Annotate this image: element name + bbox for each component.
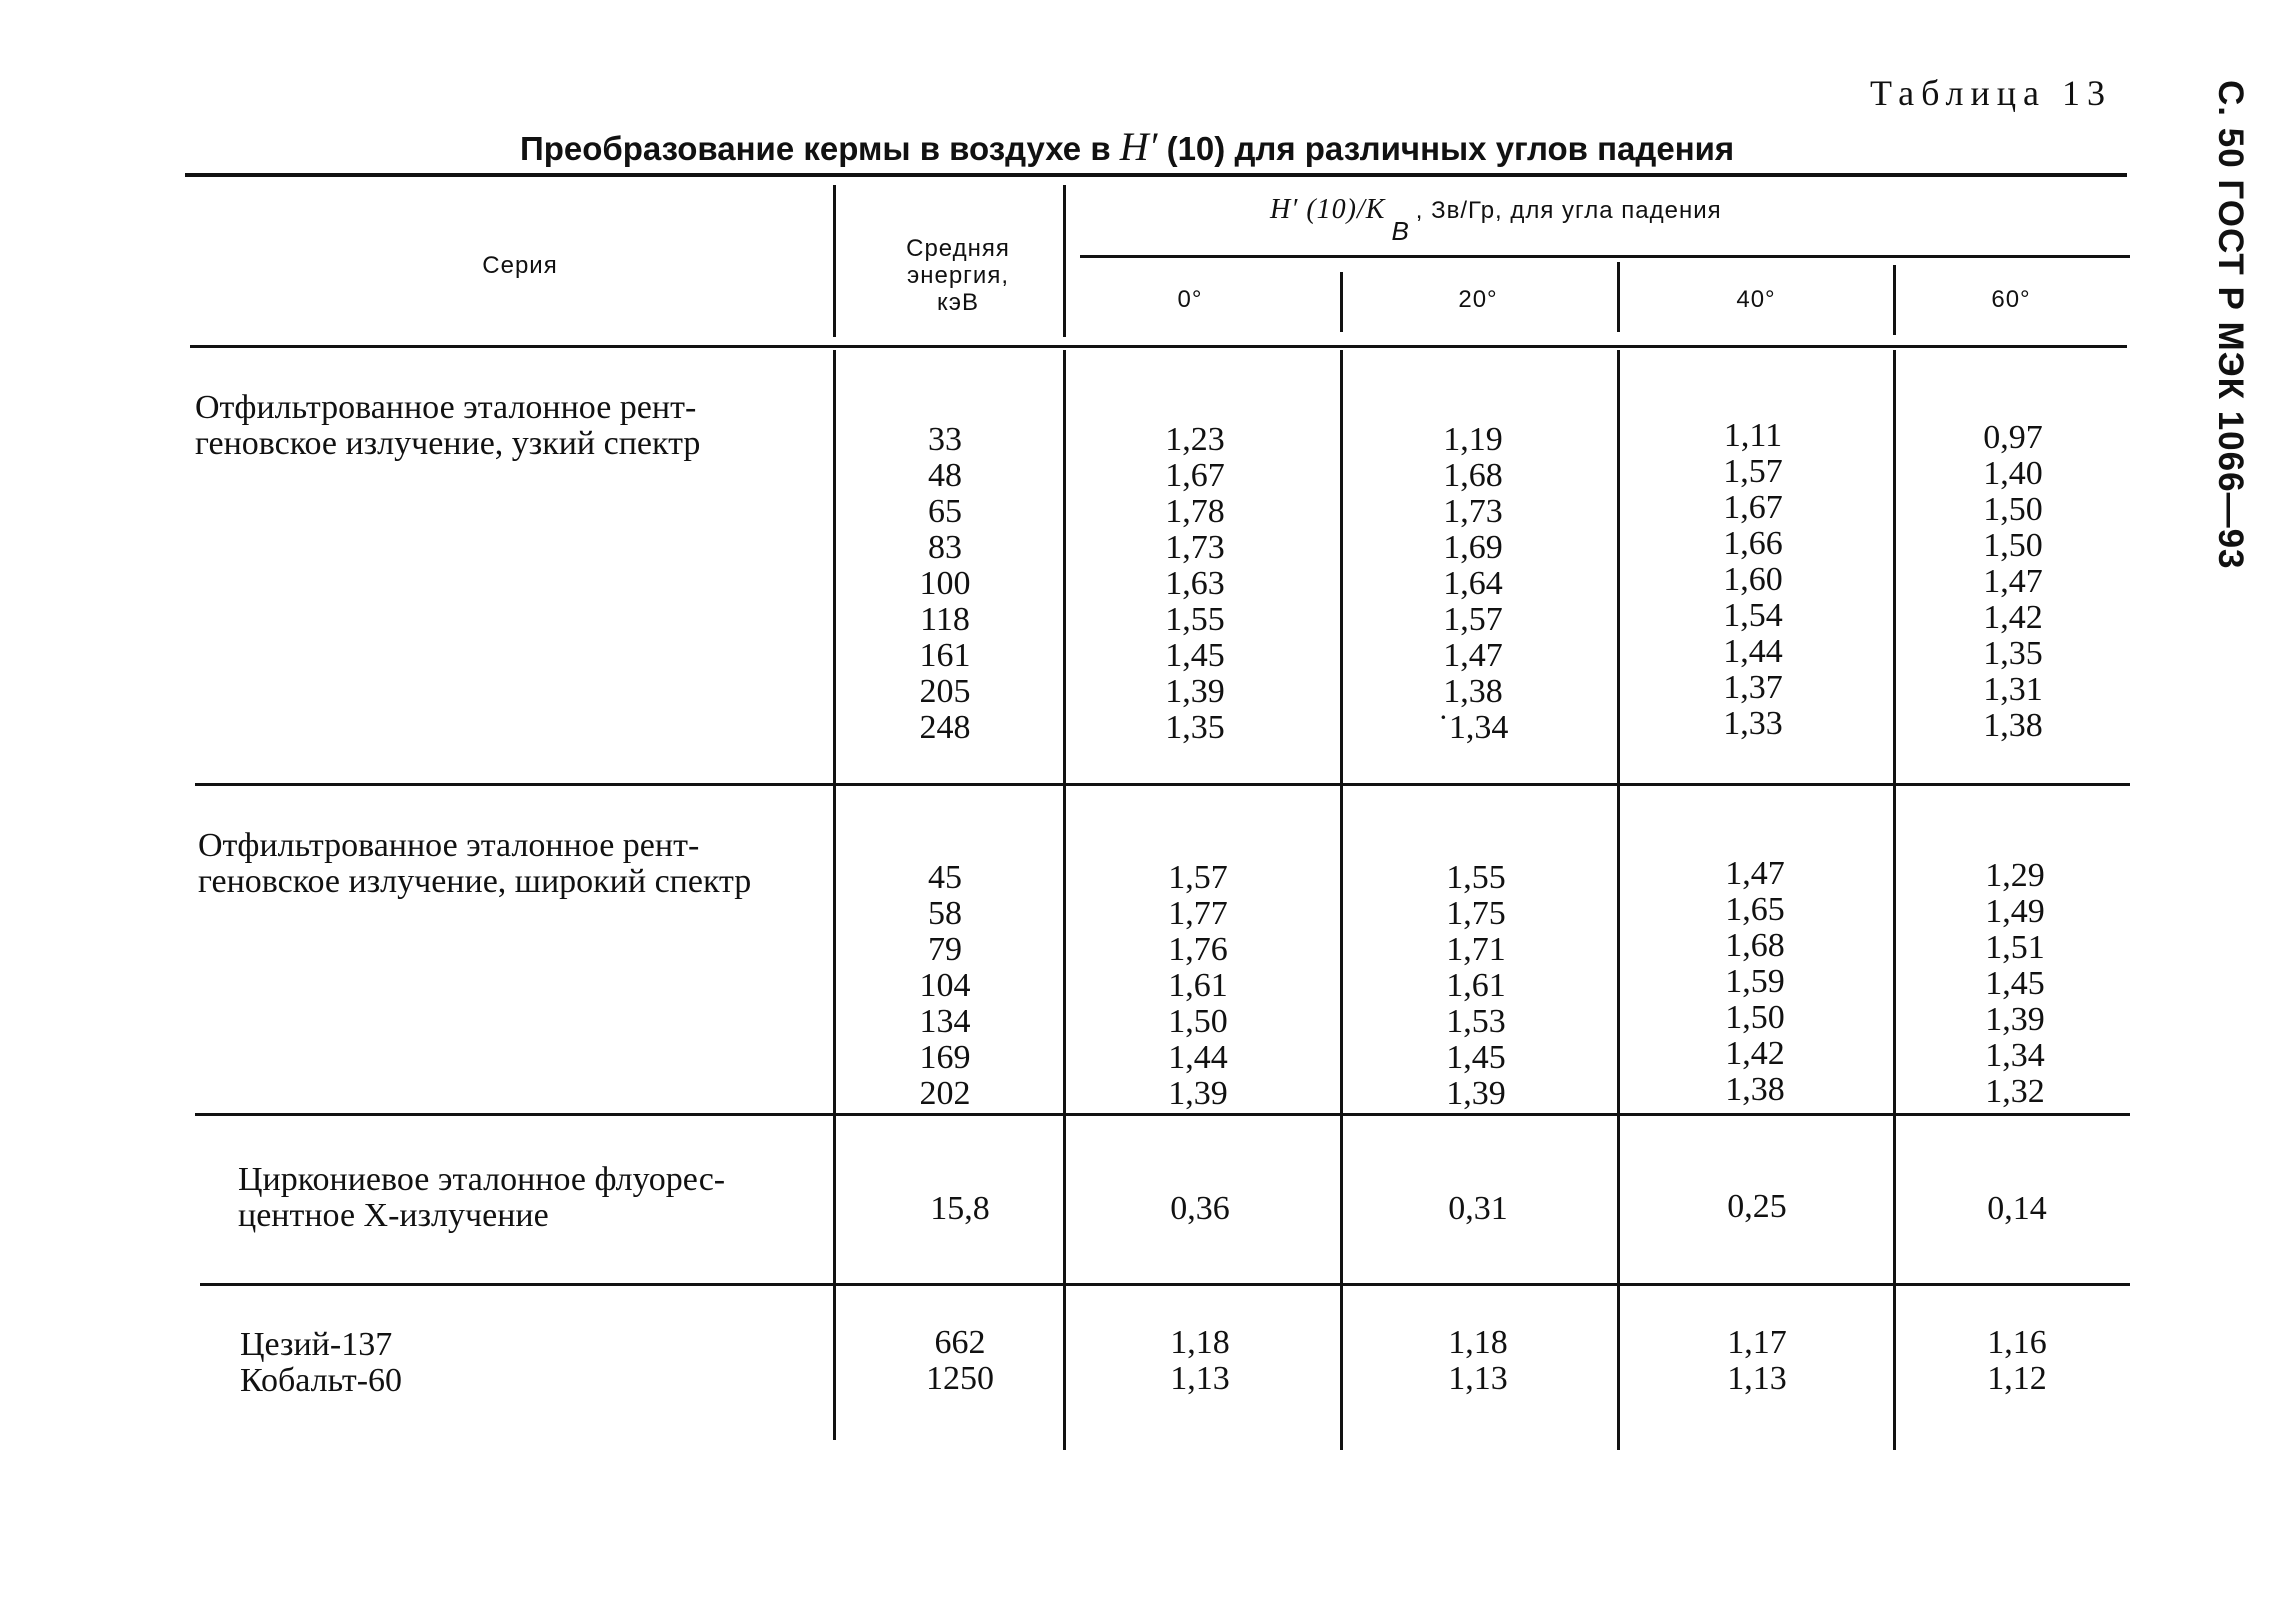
table-cell: 1,57 [1443, 601, 1503, 638]
table-cell: 1,47 [1725, 855, 1785, 892]
group3-series-line1: Циркониевое эталонное флуорес- [238, 1161, 726, 1198]
table-cell: 1,38 [1725, 1071, 1785, 1108]
table-cell: 1,68 [1443, 457, 1503, 494]
header-angle-0: 0° [1177, 286, 1203, 313]
group1-series-line1: Отфильтрованное эталонное рент- [195, 389, 697, 426]
table-cell: 1,13 [1727, 1360, 1787, 1397]
group1-a40-col [1698, 418, 1808, 742]
header-energy-line3: кэВ [936, 289, 980, 316]
table-cell: 1,38 [1443, 673, 1503, 710]
table-cell: 1,64 [1443, 565, 1503, 602]
table-cell: 1,47 [1443, 637, 1503, 674]
table-cell: 1,23 [1165, 421, 1225, 458]
table-cell: 1,39 [1985, 1001, 2045, 1038]
table-cell: 1,78 [1165, 493, 1225, 530]
table-cell: 1,67 [1723, 489, 1783, 526]
table-cell: 169 [919, 1039, 971, 1076]
group4-energy-col [905, 1325, 1015, 1397]
table-cell: 1,45 [1165, 637, 1225, 674]
table-cell: 1,63 [1165, 565, 1225, 602]
table-cell: 1,18 [1170, 1324, 1230, 1361]
table-cell: 1,42 [1983, 599, 2043, 636]
header-group-subscript: B [1391, 216, 1410, 246]
header-energy [868, 235, 1048, 316]
table-cell: 1,38 [1983, 707, 2043, 744]
group2-a40-col [1700, 856, 1810, 1108]
table-cell: 1,39 [1446, 1075, 1506, 1112]
group1-series-line2: геновское излучение, узкий спектр [195, 425, 701, 462]
table-cell: 1,31 [1983, 671, 2043, 708]
table-title-symbol: H′ [1119, 124, 1158, 169]
header-vrule-series [833, 185, 836, 337]
table-cell: 1,75 [1446, 895, 1506, 932]
table-cell: 1,45 [1446, 1039, 1506, 1076]
header-vrule-a60 [1893, 265, 1896, 335]
group3-a40-col [1702, 1189, 1812, 1225]
table-cell: 1,13 [1448, 1360, 1508, 1397]
table-cell: 1,17 [1727, 1324, 1787, 1361]
body-vrule-a60 [1893, 350, 1896, 1450]
table-cell: 662 [934, 1324, 986, 1361]
table-cell: 1,50 [1168, 1003, 1228, 1040]
table-cell: 1,49 [1985, 893, 2045, 930]
header-group-tail: , Зв/Гр, для угла падения [1415, 197, 1722, 224]
table-cell: 1,51 [1985, 929, 2045, 966]
table-cell: 1,34 [1985, 1037, 2045, 1074]
group3-a60-col [1962, 1191, 2072, 1227]
group4-a20-col [1423, 1325, 1533, 1397]
group1-a0-col [1140, 422, 1250, 746]
table-cell: 1,61 [1446, 967, 1506, 1004]
table-cell: 1,19 [1443, 421, 1503, 458]
header-energy-line1: Средняя [906, 235, 1010, 262]
group2-series-line2: геновское излучение, широкий спектр [198, 863, 752, 900]
group3-series [238, 1162, 838, 1234]
table-cell: 79 [928, 931, 962, 968]
table-cell: 1,50 [1983, 527, 2043, 564]
body-vrule-energy [1063, 350, 1066, 1450]
table-cell: 1,73 [1443, 493, 1503, 530]
table-cell: 15,8 [930, 1190, 990, 1227]
table-cell: 1,68 [1725, 927, 1785, 964]
group2-bottom-rule [195, 1113, 2130, 1116]
table-cell: 1,35 [1165, 709, 1225, 746]
group3-a20-col [1423, 1191, 1533, 1227]
table-cell: 1,39 [1165, 673, 1225, 710]
group1-a60-col [1958, 420, 2068, 744]
table-cell: 1,57 [1723, 453, 1783, 490]
table-cell: 1,18 [1448, 1324, 1508, 1361]
table-cell: 1,12 [1987, 1360, 2047, 1397]
group1-bottom-rule [195, 783, 2130, 786]
table-cell: 1,16 [1987, 1324, 2047, 1361]
table-cell: 161 [919, 637, 971, 674]
table-cell: 1,11 [1723, 417, 1783, 454]
group2-a60-col [1960, 858, 2070, 1110]
table-cell: 1,45 [1985, 965, 2045, 1002]
group3-series-line2: центное X-излучение [238, 1197, 549, 1234]
table-title-prefix: Преобразование кермы в воздухе в [520, 130, 1120, 167]
group4-series-line1: Цезий-137 [240, 1326, 393, 1363]
header-vrule-a40 [1617, 262, 1620, 332]
table-cell: 1,53 [1446, 1003, 1506, 1040]
table-cell: 1,35 [1983, 635, 2043, 672]
header-angle-20: 20° [1458, 286, 1498, 313]
table-cell: 1,44 [1168, 1039, 1228, 1076]
header-vrule-a20 [1340, 272, 1343, 332]
table-cell: 48 [928, 457, 962, 494]
table-cell: 0,31 [1448, 1190, 1508, 1227]
table-cell: 1,54 [1723, 597, 1783, 634]
table-title-suffix: (10) для различных углов падения [1157, 130, 1735, 167]
group1-energy-col [890, 422, 1000, 746]
table-cell: 1,44 [1723, 633, 1783, 670]
group4-series [240, 1327, 640, 1399]
table-cell: 1,73 [1165, 529, 1225, 566]
table-cell: 1,32 [1985, 1073, 2045, 1110]
table-cell: 1,59 [1725, 963, 1785, 1000]
group3-a0-col [1145, 1191, 1255, 1227]
header-angle-group [1270, 194, 1970, 246]
table-cell: 1,61 [1168, 967, 1228, 1004]
table-number: Таблица 13 [1870, 73, 2112, 113]
table-cell: 202 [919, 1075, 971, 1112]
group1-a20-col [1418, 422, 1528, 746]
table-cell: 1,76 [1168, 931, 1228, 968]
header-group-rule [1080, 255, 2130, 258]
table-cell: 1,67 [1165, 457, 1225, 494]
body-vrule-a40 [1617, 350, 1620, 1450]
table-cell: 134 [919, 1003, 971, 1040]
group3-bottom-rule [200, 1283, 2130, 1286]
table-cell: 83 [928, 529, 962, 566]
table-cell: 1,37 [1723, 669, 1783, 706]
table-cell: 1,47 [1983, 563, 2043, 600]
table-cell: 0,36 [1170, 1190, 1230, 1227]
table-cell: 1,29 [1985, 857, 2045, 894]
group2-a0-col [1143, 860, 1253, 1112]
table-top-rule [185, 173, 2127, 177]
table-cell: 100 [919, 565, 971, 602]
header-series: Серия [482, 252, 558, 279]
body-vrule-series [833, 350, 836, 1440]
group4-a60-col [1962, 1325, 2072, 1397]
group2-a20-col [1421, 860, 1531, 1112]
table-cell: 1,77 [1168, 895, 1228, 932]
table-cell: 1,42 [1725, 1035, 1785, 1072]
page-side-header: С. 50 ГОСТ Р МЭК 1066—93 [2211, 80, 2250, 570]
table-cell: 58 [928, 895, 962, 932]
group2-series [198, 828, 830, 900]
header-group-label: H′ (10)/K [1270, 194, 1386, 225]
table-cell: 1,33 [1723, 705, 1783, 742]
table-cell: 0,25 [1727, 1188, 1787, 1225]
table-cell: 1,13 [1170, 1360, 1230, 1397]
table-cell: 1,39 [1168, 1075, 1228, 1112]
table-cell: 104 [919, 967, 971, 1004]
table-cell: 1,69 [1443, 529, 1503, 566]
table-cell: ˙1,34 [1437, 709, 1509, 746]
header-angle-60: 60° [1991, 286, 2031, 313]
table-cell: 0,97 [1983, 419, 2043, 456]
group2-series-line1: Отфильтрованное эталонное рент- [198, 827, 700, 864]
table-cell: 1250 [926, 1360, 994, 1397]
table-cell: 33 [928, 421, 962, 458]
group3-energy-col [905, 1191, 1015, 1227]
header-energy-line2: энергия, [906, 262, 1010, 289]
table-cell: 0,14 [1987, 1190, 2047, 1227]
table-cell: 65 [928, 493, 962, 530]
table-cell: 248 [919, 709, 971, 746]
table-cell: 1,55 [1446, 859, 1506, 896]
table-cell: 1,50 [1725, 999, 1785, 1036]
table-cell: 1,60 [1723, 561, 1783, 598]
group4-a40-col [1702, 1325, 1812, 1397]
table-cell: 1,57 [1168, 859, 1228, 896]
body-vrule-a20 [1340, 350, 1343, 1450]
table-title [520, 123, 1734, 170]
group4-series-line2: Кобальт-60 [240, 1362, 403, 1399]
table-cell: 1,50 [1983, 491, 2043, 528]
table-cell: 1,55 [1165, 601, 1225, 638]
table-cell: 1,71 [1446, 931, 1506, 968]
table-cell: 1,65 [1725, 891, 1785, 928]
group2-energy-col [890, 860, 1000, 1112]
group4-a0-col [1145, 1325, 1255, 1397]
table-cell: 1,40 [1983, 455, 2043, 492]
table-cell: 1,66 [1723, 525, 1783, 562]
header-vrule-energy [1063, 185, 1066, 337]
header-bottom-rule [190, 345, 2127, 348]
table-cell: 205 [919, 673, 971, 710]
group1-series [195, 390, 825, 462]
table-cell: 118 [920, 601, 970, 638]
table-cell: 45 [928, 859, 962, 896]
header-angle-40: 40° [1736, 286, 1776, 313]
